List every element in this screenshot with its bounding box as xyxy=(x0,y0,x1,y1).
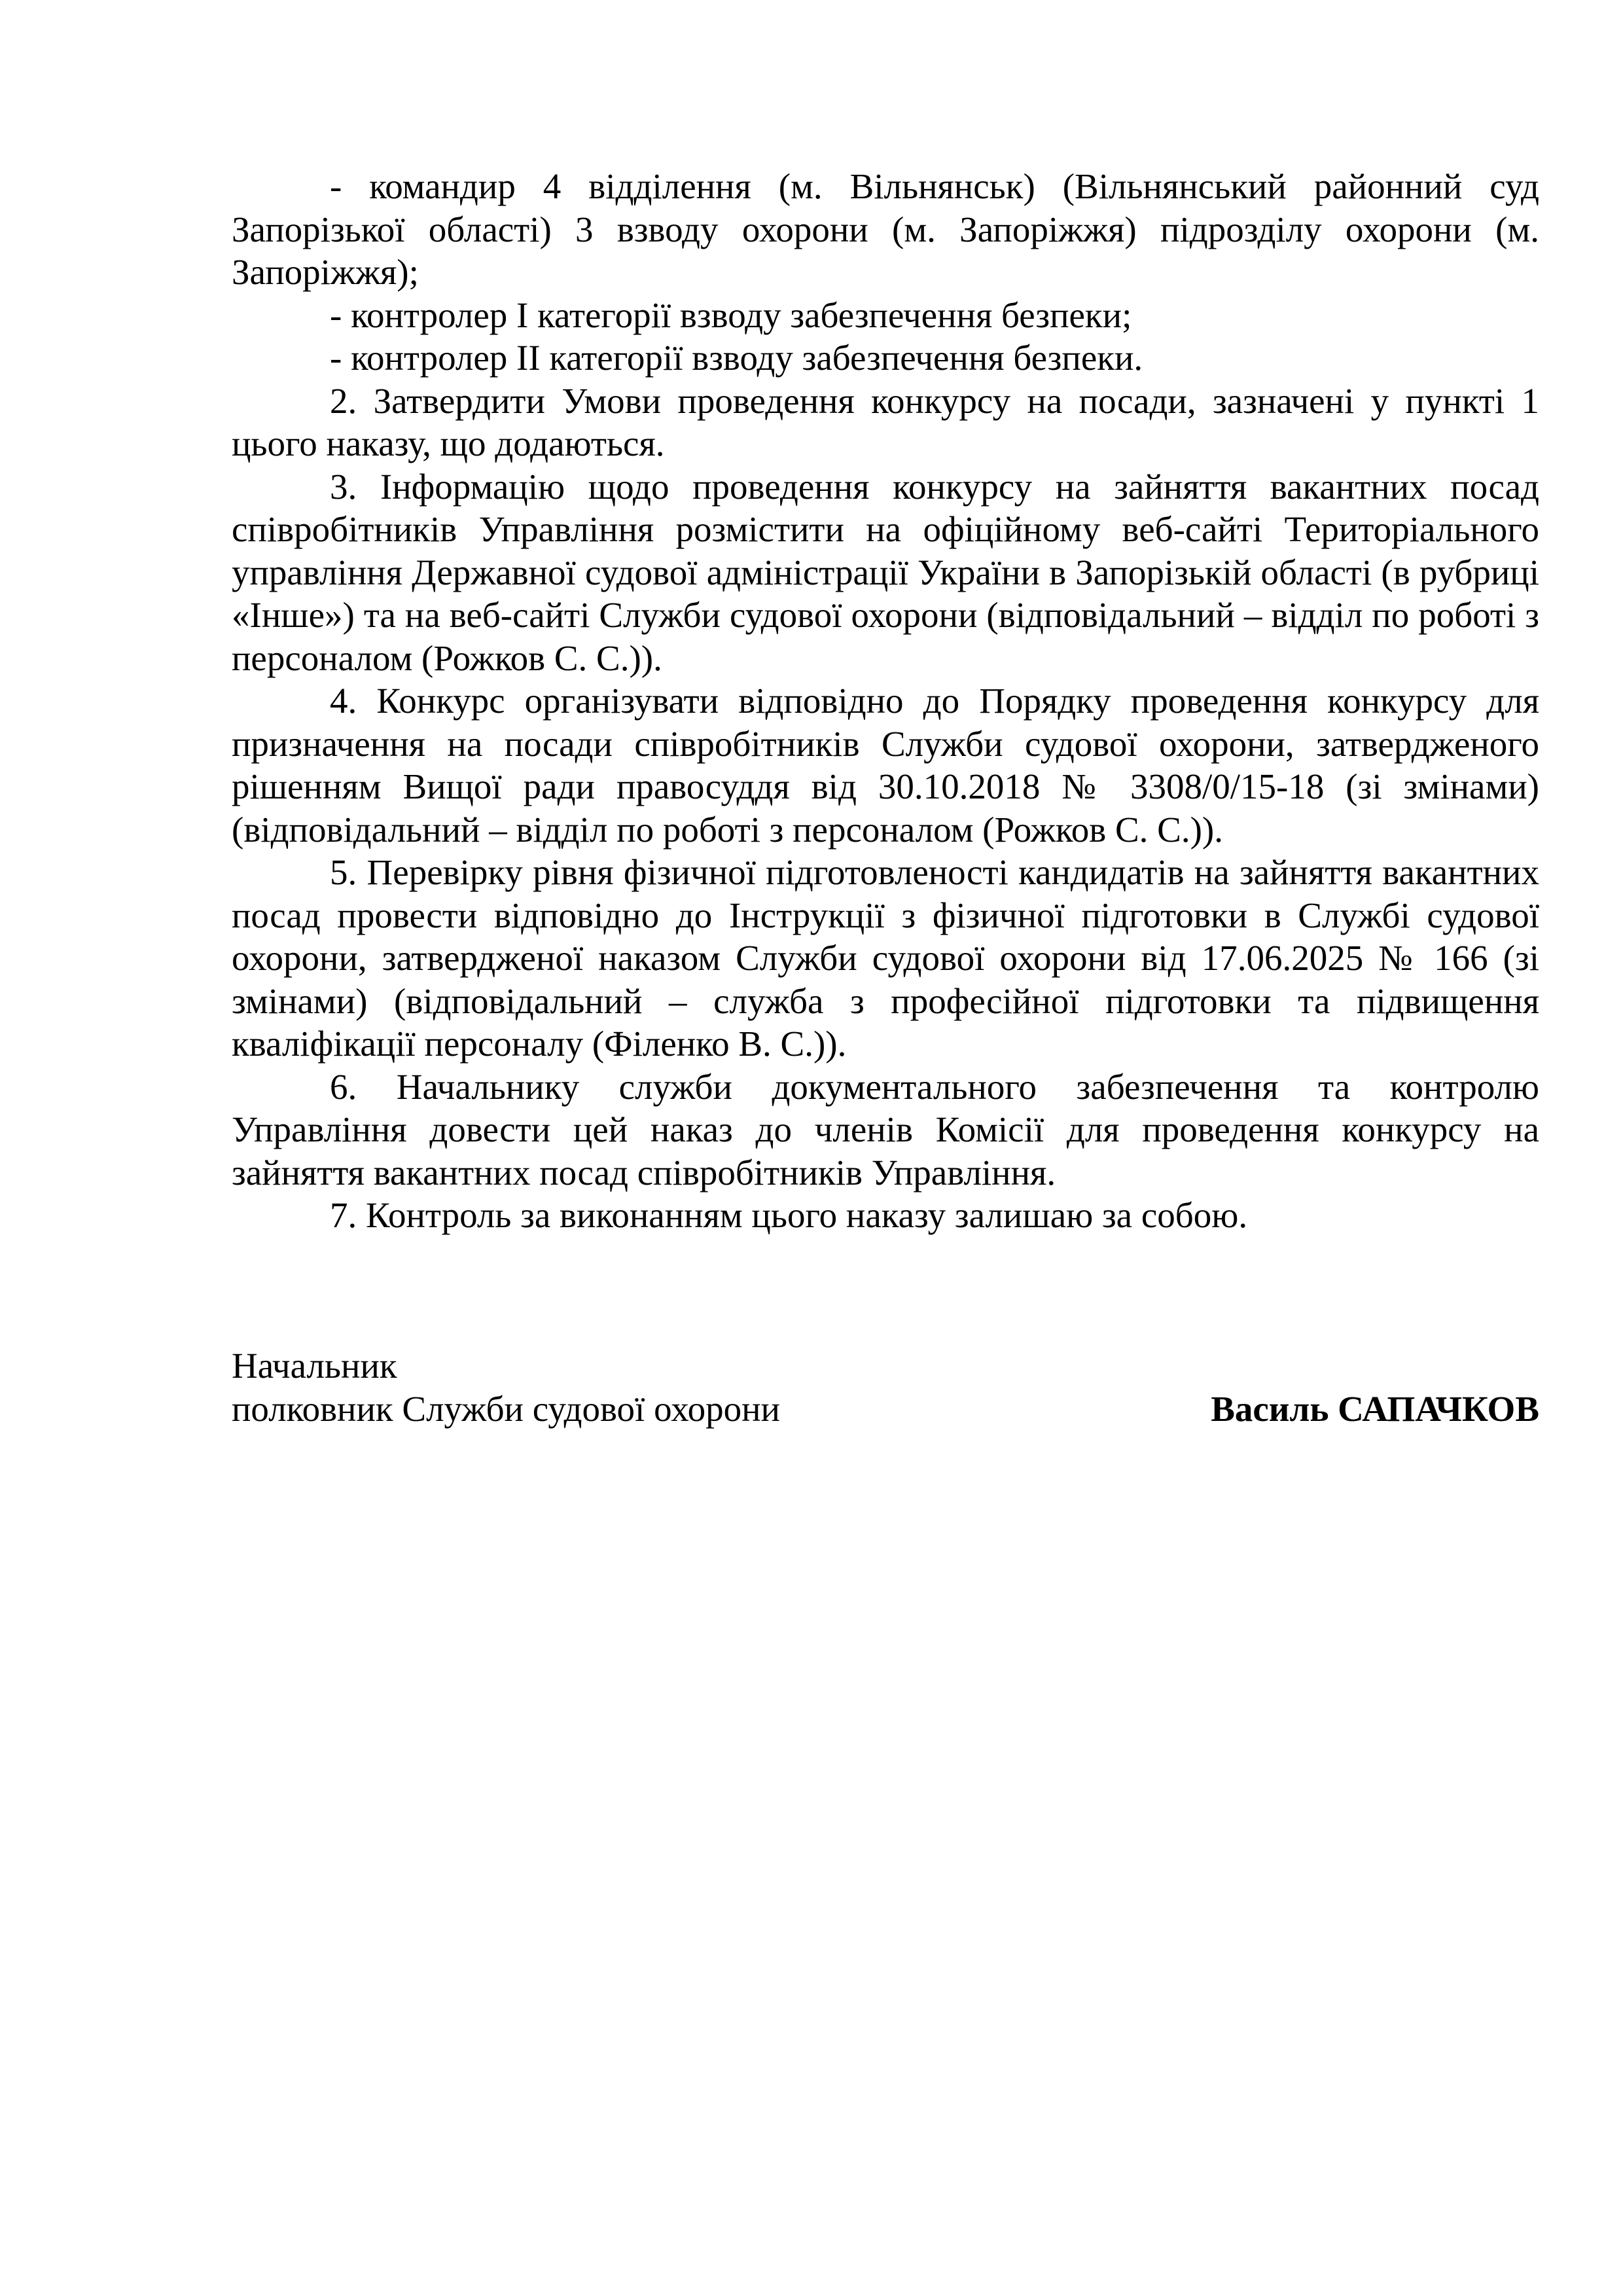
paragraph-item-4: 4. Конкурс організувати відповідно до Порядку проведення конкурсу для призначення на посади співробітників Служби судової охорони, затвердженого рішенням Вищої ради правосуддя від 30.10.2018 № 3308/0/15-18 (зі змінами) (відповідальний – відділ по роботі з персоналом (Рожков С. С.)). xyxy=(232,681,1539,850)
paragraph-item-7: 7. Контроль за виконанням цього наказу залишаю за собою. xyxy=(330,1195,1248,1235)
paragraph-item-3: 3. Інформацію щодо проведення конкурсу на зайняття вакантних посад співробітників Управління розмістити на офіційному веб-сайті Територіального управління Державної судової адміністрації України в Запорізькій області (в рубриці «Інше») та на веб-сайті Служби судової охорони (відповідальний – відділ по роботі з персоналом (Рожков С. С.)). xyxy=(232,466,1539,678)
signature-row xyxy=(232,1388,1539,1431)
document-body xyxy=(232,165,1539,1237)
signature-name: Василь САПАЧКОВ xyxy=(1211,1389,1539,1429)
paragraph-item-6: 6. Начальнику служби документального забезпечення та контролю Управління довести цей наказ до членів Комісії для проведення конкурсу на зайняття вакантних посад співробітників Управління. xyxy=(232,1066,1539,1193)
paragraph-item-2: 2. Затвердити Умови проведення конкурсу на посади, зазначені у пункті 1 цього наказу, що додаються. xyxy=(232,380,1539,463)
paragraph-controller-cat-2: - контролер II категорії взводу забезпечення безпеки. xyxy=(330,338,1143,378)
signature-position: Начальник xyxy=(232,1346,397,1386)
paragraph-commander-4th-unit: - командир 4 відділення (м. Вільнянськ) (Вільнянський районний суд Запорізької області) 3 взводу охорони (м. Запоріжжя) підрозділу охорони (м. Запоріжжя); xyxy=(232,166,1539,292)
paragraph-item-5: 5. Перевірку рівня фізичної підготовленості кандидатів на зайняття вакантних посад провести відповідно до Інструкції з фізичної підготовки в Службі судової охорони, затвердженої наказом Служби судової охорони від 17.06.2025 № 166 (зі змінами) (відповідальний – служба з професійної підготовки та підвищення кваліфікації персоналу (Філенко В. С.)). xyxy=(232,852,1539,1064)
signature-rank: полковник Служби судової охорони xyxy=(232,1389,780,1429)
paragraph-controller-cat-1: - контролер I категорії взводу забезпечення безпеки; xyxy=(330,295,1132,335)
signature-block xyxy=(232,1344,1539,1431)
